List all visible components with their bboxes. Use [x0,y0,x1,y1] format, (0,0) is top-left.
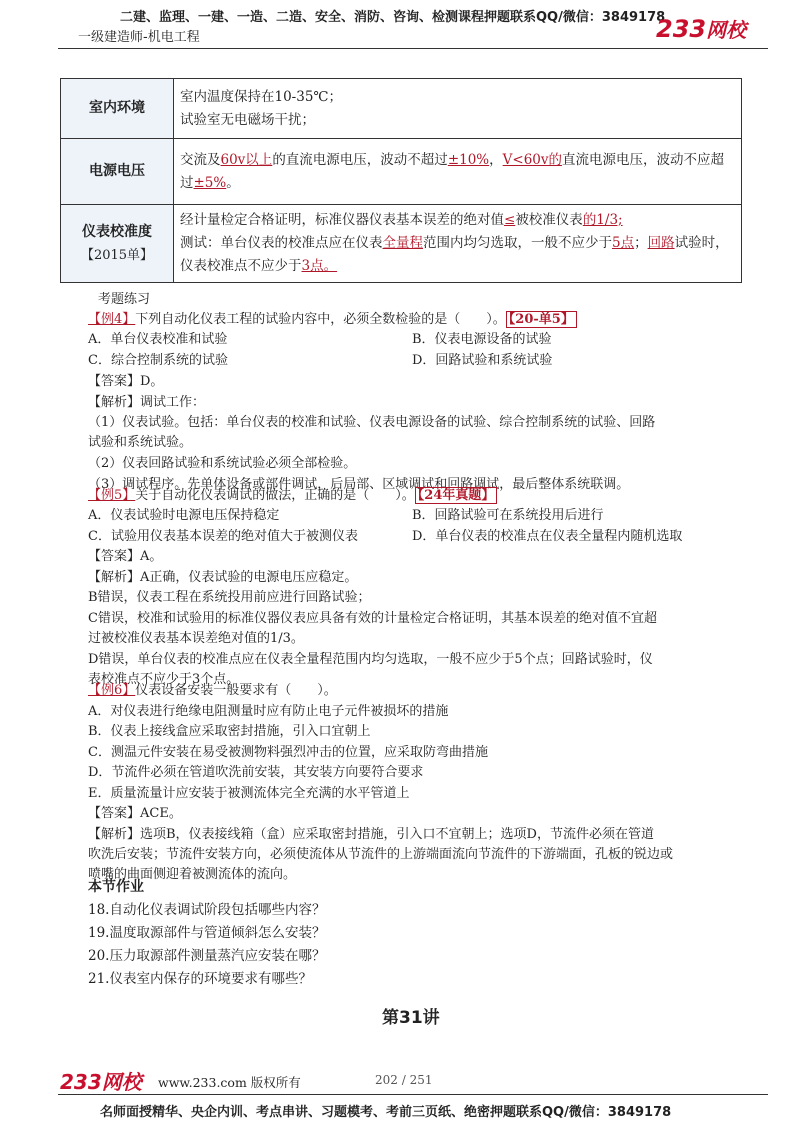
example-label: 【例4】 [88,312,136,327]
analysis-line: B错误，仪表工程在系统投用前应进行回路试验； [88,590,371,605]
example-label: 【例5】 [88,488,136,503]
highlighted-text: ≤ [504,212,516,228]
text-segment: 试验时，仪表校准点不应少于 [180,235,729,274]
example-4-question [88,310,577,331]
analysis-line: （2）仪表回路试验和系统试验必须全部检验。 [88,456,357,471]
row-value [174,205,742,283]
option: C．综合控制系统的试验 [88,353,228,368]
table-row [61,79,742,139]
question-text: 下列自动化仪表工程的试验内容中，必须全数检验的是（ ）。 [135,312,506,327]
analysis-line: D错误，单台仪表的校准点应在仪表全量程范围内均匀选取，一般不应少于5个点；回路试验时，仪 [88,652,653,667]
option: B．仪表电源设备的试验 [412,332,552,347]
highlighted-text: 60v以上 [220,151,273,168]
highlighted-text: 3点。 [301,258,338,274]
option: B．回路试验可在系统投用后进行 [412,508,604,523]
page-number: 202 / 251 [375,1073,433,1087]
question-text: 仪表设备安装一般要求有（ ）。 [135,683,337,698]
analysis-line: C错误，校准和试验用的标准仪器仪表应具备有效的计量检定合格证明，其基本误差的绝对值不宜超 [88,611,657,626]
highlighted-text: ±5% [193,174,227,191]
text-segment: 。 [226,174,240,191]
row-line: 试验室无电磁场干扰； [180,111,315,128]
highlighted-text: 的1/3; [582,212,623,228]
option: D．单台仪表的校准点在仪表全量程内随机选取 [412,529,683,544]
brand-logo [656,14,746,43]
analysis-line: 表校准点不应少于3个点。 [88,672,240,687]
document-subtitle: 一级建造师-机电工程 [78,30,200,45]
text-segment: 经计量检定合格证明，标准仪器仪表基本误差的绝对值 [180,212,504,228]
highlighted-text: 回路 [647,235,675,251]
option: A．仪表试验时电源电压保持稳定 [88,508,280,523]
homework-item: 19.温度取源部件与管道倾斜怎么安装？ [88,925,326,941]
analysis-line: 【解析】调试工作： [88,395,206,410]
row-key: 室内环境 [61,79,174,139]
text-segment: 直流电源电压，波动不应超过 [180,151,725,191]
requirements-table [60,78,742,283]
lecture-title: 第31讲 [382,1008,440,1028]
logo-text: 网校 [706,18,747,42]
analysis-line: （1）仪表试验。包括：单台仪表的校准和试验、仪表电源设备的试验、综合控制系统的试验、回路 [88,415,656,430]
question-text: 关于自动化仪表调试的做法，正确的是（ ）。 [135,488,415,503]
homework-item: 18.自动化仪表调试阶段包括哪些内容？ [88,902,326,918]
answer: 【答案】A。 [88,549,163,564]
option: C．试验用仪表基本误差的绝对值大于被测仪表 [88,529,358,544]
analysis-line: 过被校准仪表基本误差绝对值的1/3。 [88,631,304,646]
example-label: 【例6】 [88,683,136,698]
highlighted-text: V<60v的 [502,151,563,168]
text-segment: 被校准仪表 [515,212,583,228]
logo-text: 网校 [101,1070,142,1094]
highlighted-text: ±10% [447,151,490,168]
header-divider [58,48,768,49]
footer-site: www.233.com 版权所有 [158,1075,301,1090]
row-value [174,79,742,139]
row-key: 电源电压 [61,139,174,205]
row-key-year: 【2015单】 [80,247,154,263]
text-segment: 范围内均匀选取，一般不应少于 [423,235,612,251]
option: D．节流件必须在管道吹洗前安装，其安装方向要符合要求 [88,765,424,780]
row-value [174,139,742,205]
text-segment: ， [489,151,503,168]
table-row [61,205,742,283]
footer-logo [60,1066,142,1095]
text-segment: 交流及 [180,151,221,168]
option: A．单台仪表校准和试验 [88,332,228,347]
option: A．对仪表进行绝缘电阻测量时应有防止电子元件被损坏的措施 [88,704,449,719]
analysis-line: 【解析】选项B，仪表接线箱（盒）应采取密封措施，引入口不宜朝上；选项D，节流件必须在管道 [88,827,654,842]
highlighted-text: 5点 [612,235,635,251]
option: B．仪表上接线盒应采取密封措施，引入口宜朝上 [88,724,371,739]
option: C．测温元件安装在易受被测物料强烈冲击的位置，应采取防弯曲措施 [88,745,488,760]
analysis-line: 试验和系统试验。 [88,435,193,450]
option: E．质量流量计应安装于被测流体完全充满的水平管道上 [88,786,410,801]
analysis-line: 喷嘴的曲面侧迎着被测流体的流向。 [88,867,297,882]
homework-title: 本节作业 [88,879,144,895]
exercise-heading: 考题练习 [98,292,151,307]
answer: 【答案】D。 [88,374,164,389]
footer-contact-line: 名师面授精华、央企内训、考点串讲、习题模考、考前三页纸、绝密押题联系QQ/微信：3849178 [100,1105,672,1120]
text-segment: 的直流电源电压，波动不超过 [272,151,448,168]
homework-item: 21.仪表室内保存的环境要求有哪些？ [88,971,312,987]
row-line: 室内温度保持在10-35℃； [180,88,343,105]
table-row [61,139,742,205]
highlighted-text: 全量程 [382,235,423,251]
option: D．回路试验和系统试验 [412,353,553,368]
text-segment: 测试：单台仪表的校准点应在仪表 [180,235,383,251]
example-5-question [88,486,497,507]
analysis-line: 吹洗后安装；节流件安装方向，必须使流体从节流件的上游端面流向节流件的下游端面，孔板的锐边或 [88,847,674,862]
example-6-question [88,681,337,702]
answer: 【答案】ACE。 [88,806,182,821]
logo-number: 233 [60,1070,102,1094]
source-tag: 【20-单5】 [506,311,577,328]
analysis-line: （3）调试程序。先单体设备或部件调试，后局部、区域调试和回路调试，最后整体系统联调。 [88,477,630,492]
row-key [61,205,174,283]
footer-divider [58,1094,768,1095]
text-segment: ； [634,235,648,251]
source-tag: 【24年真题】 [415,487,498,504]
row-key-label: 仪表校准度 [82,223,152,240]
homework-item: 20.压力取源部件测量蒸汽应安装在哪？ [88,948,326,964]
header-contact-line: 二建、监理、一建、一造、二造、安全、消防、咨询、检测课程押题联系QQ/微信：3849178 [120,10,666,25]
logo-number: 233 [656,15,707,43]
analysis-line: 【解析】A正确，仪表试验的电源电压应稳定。 [88,570,358,585]
